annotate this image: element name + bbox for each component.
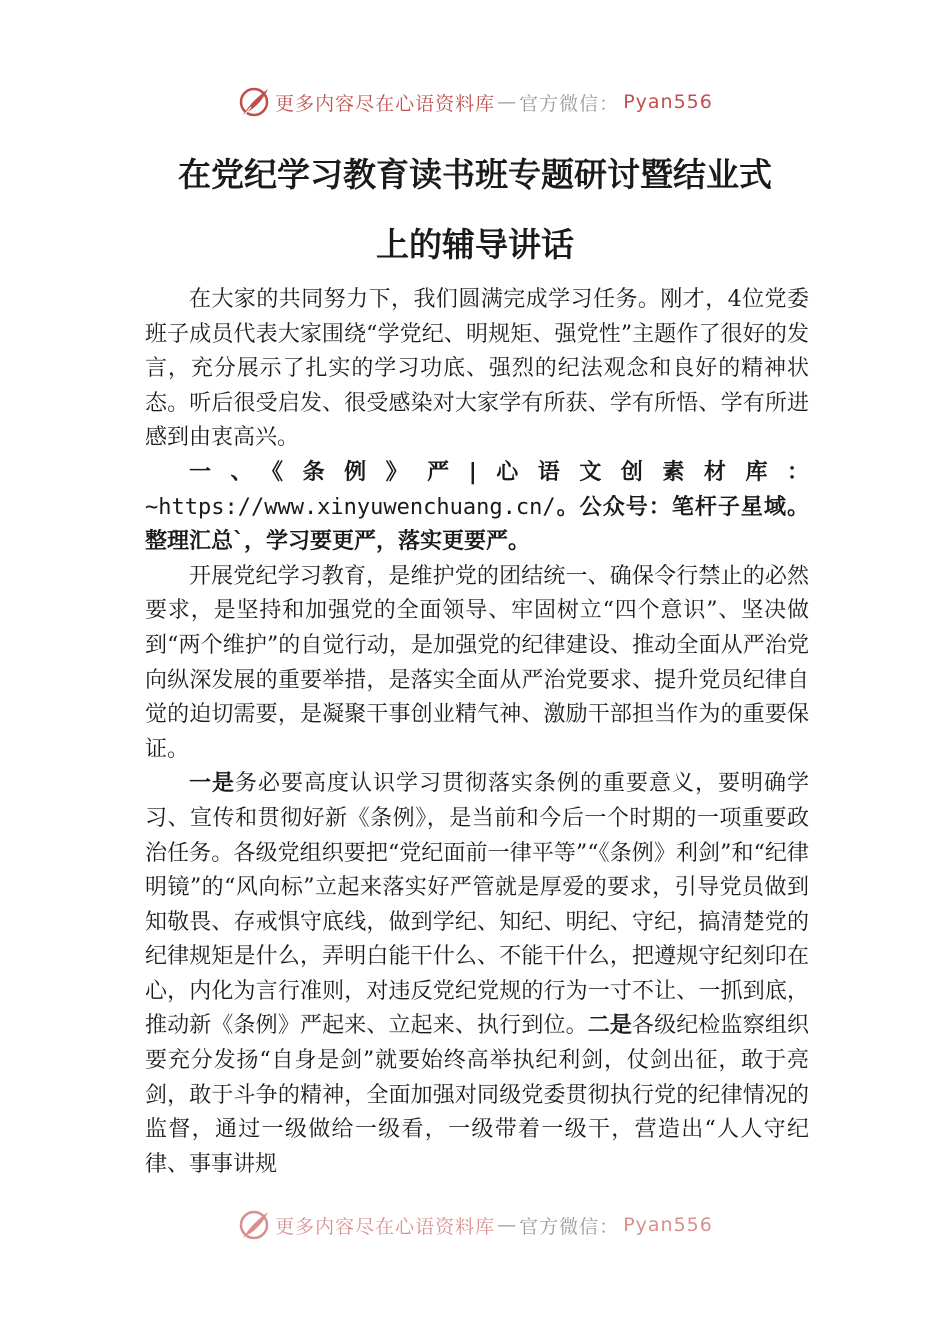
banner-text: 更多内容尽在心语资料库 [275,92,496,115]
point-2-lead: 二是 [587,1013,633,1039]
quill-logo-icon [237,1208,271,1242]
banner-wechat-id: Pyan556 [623,91,713,113]
section-heading-1-title: 一、《条例》严 [189,459,469,485]
section-heading-1-source: |心语文创素材库： [468,459,809,485]
point-1-text: 务必要高度认识学习贯彻落实条例的重要意义，要明确学习、宣传和贯彻好新《条例》，是当前和今后一个时期的一项重要政治任务。各级党组织要把“党纪面前一律平等”“《条例》利剑”和“纪律明镜”的“风向标”立起来落实好严管就是厚爱的要求，引导党员做到知敬畏、存戒惧守底线，做到学纪、知纪、明纪、守纪，搞清楚党的纪律规矩是什么，弄明白能干什么、不能干什么，把遵规守纪刻印在心，内化为言行准则，对违反党纪党规的行为一寸不让、一抓到底，推动新《条例》严起来、立起来、执行到位。 [145,771,809,1039]
footer-banner-text: 更多内容尽在心语资料库 [275,1215,496,1238]
page-title-line-2: 上的辅导讲话 [376,225,574,264]
section-heading-1-url: ~https://www.xinyuwenchuang.cn/ [145,494,556,520]
banner-wechat-label: 官方微信： [519,92,620,115]
section-heading-1 [145,456,809,560]
paragraph-intro: 在大家的共同努力下，我们圆满完成学习任务。刚才，4位党委班子成员代表大家围绕“学党纪、明规矩、强党性”主题作了很好的发言，充分展示了扎实的学习功底、强烈的纪法观念和良好的精神状态。听后很受启发、很受感染对大家学有所获、学有所悟、学有所进感到由衷高兴。 [145,287,809,451]
paragraph-points [145,767,809,1182]
paragraph-significance: 开展党纪学习教育，是维护党的团结统一、确保令行禁止的必然要求，是坚持和加强党的全面领导、牢固树立“四个意识”、坚决做到“两个维护”的自觉行动，是加强党的纪律建设、推动全面从严治党向纵深发展的重要举措，是落实全面从严治党要求、提升党员纪律自觉的迫切需要，是凝聚干事创业精气神、激励干部担当作为的重要保证。 [145,563,809,762]
section-heading-1-tail: 。公众号：笔杆子星域。整理汇总`，学习要更严，落实更要严。 [145,494,809,555]
quill-logo-icon [237,85,271,119]
page-title-line-1: 在党纪学习教育读书班专题研讨暨结业式 [178,155,772,194]
footer-banner-wechat-label: 官方微信： [519,1215,620,1238]
footer-banner [0,1205,950,1245]
point-2-text: 各级纪检监察组织要充分发扬“自身是剑”就要始终高举执纪利剑，仗剑出征，敢于亮剑，敢于斗争的精神，全面加强对同级党委贯彻执行党的纪律情况的监督，通过一级做给一级看，一级带着一级干，营造出“人人守纪律、事事讲规 [145,1013,809,1177]
banner-separator: — [497,91,518,113]
document-body [145,283,809,1182]
header-banner [0,82,950,122]
footer-banner-separator: — [497,1214,518,1236]
footer-banner-wechat-id: Pyan556 [623,1214,713,1236]
point-1-lead: 一是 [189,771,235,797]
